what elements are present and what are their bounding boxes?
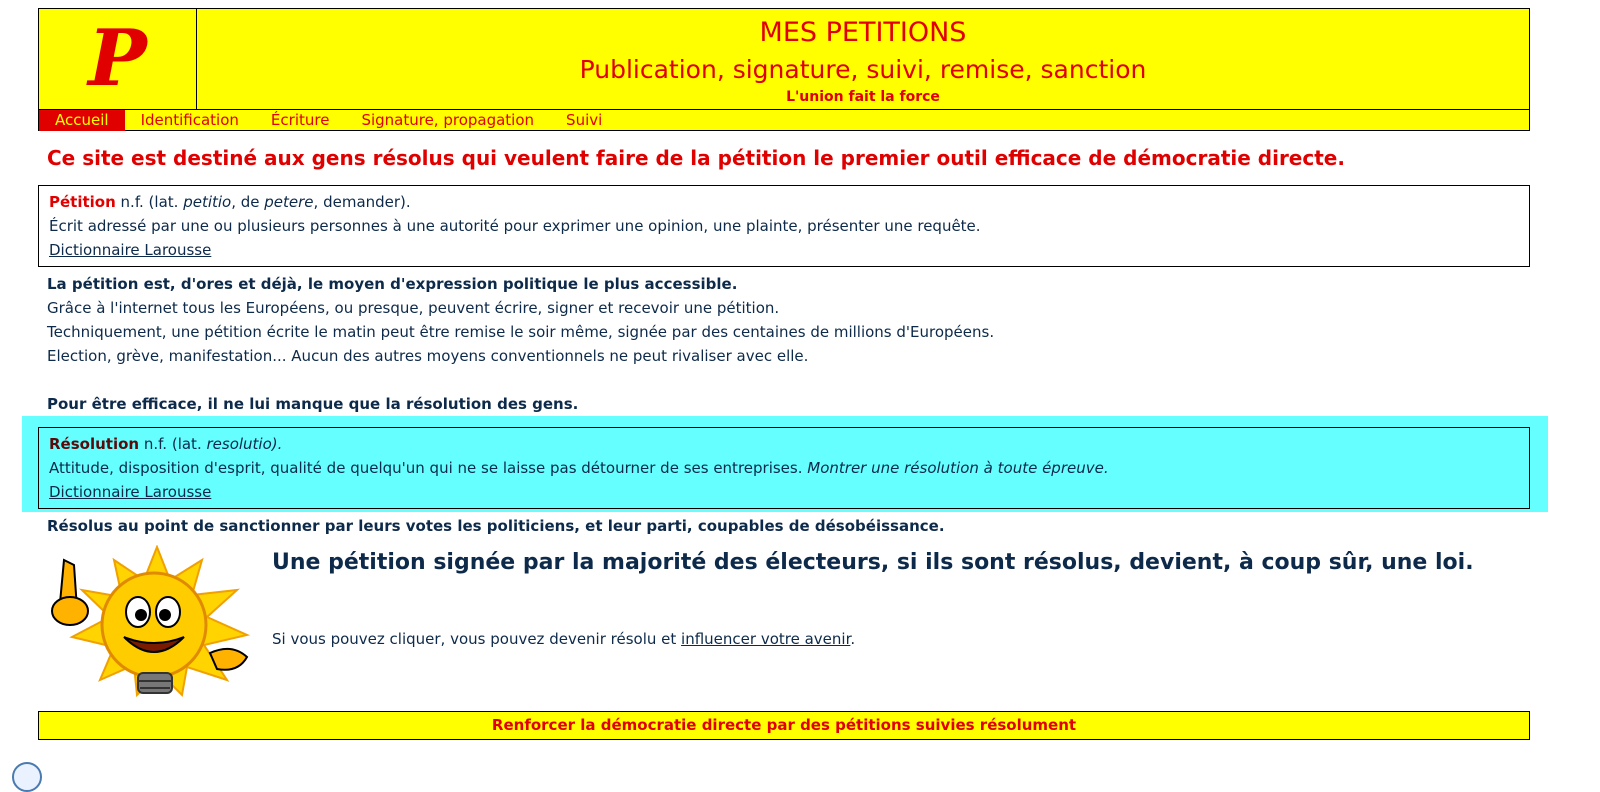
petition-definition-box	[38, 185, 1530, 267]
spacer	[47, 368, 994, 392]
petition-larousse-link[interactable]: Dictionnaire Larousse	[49, 241, 212, 259]
petition-pre1: n.f. (lat.	[115, 193, 184, 211]
nav-ecriture[interactable]: Écriture	[270, 111, 330, 129]
cta-text: Si vous pouvez cliquer, vous pouvez devenir résolu et	[272, 630, 682, 648]
section-accessibility	[47, 272, 994, 416]
resolution-example: Montrer une résolution à toute épreuve.	[807, 459, 1109, 477]
site-title: MES PETITIONS	[759, 17, 967, 48]
logo-letter: P	[88, 13, 147, 104]
section-sanction	[47, 514, 945, 538]
site-header	[38, 8, 1530, 131]
resolution-definition: Attitude, disposition d'esprit, qualité de quelqu'un qui ne se laisse pas détourner de ses entreprises.	[49, 459, 808, 477]
nav-signature-propagation[interactable]: Signature, propagation	[361, 111, 535, 129]
petition-post: , demander).	[313, 193, 411, 211]
resolution-definition-text	[49, 456, 1519, 480]
section1-line-2: Techniquement, une pétition écrite le matin peut être remise le soir même, signée par des centaines de millions d'Européens.	[47, 323, 995, 341]
section2-line: Résolus au point de sanctionner par leurs votes les politiciens, et leur parti, coupables de désobéissance.	[47, 517, 945, 535]
resolution-definition-box	[38, 427, 1530, 509]
site-subtitle: Publication, signature, suivi, remise, sanction	[579, 55, 1147, 84]
cta-link[interactable]: influencer votre avenir	[681, 630, 851, 648]
corner-circle-icon[interactable]	[12, 762, 42, 792]
resolution-larousse-link[interactable]: Dictionnaire Larousse	[49, 483, 212, 501]
resolution-definition-head	[49, 432, 1519, 456]
cta-post: .	[850, 630, 856, 648]
nav-identification[interactable]: Identification	[140, 111, 239, 129]
petition-definition-head	[49, 190, 1519, 214]
header-titles	[197, 9, 1529, 109]
main-nav	[39, 109, 1529, 132]
site-logo[interactable]	[39, 9, 197, 109]
resolution-term: Résolution	[49, 435, 140, 453]
petition-definition-text: Écrit adressé par une ou plusieurs personnes à une autorité pour exprimer une opinion, une plainte, présenter une requête.	[49, 217, 981, 235]
site-tagline: L'union fait la force	[786, 89, 940, 105]
petition-root: petere	[264, 193, 314, 211]
nav-accueil[interactable]: Accueil	[39, 110, 125, 131]
section1-heading: La pétition est, d'ores et déjà, le moyen d'expression politique le plus accessible.	[47, 275, 738, 293]
call-to-action	[272, 630, 855, 648]
petition-latin: petitio	[183, 193, 232, 211]
petition-pre2: , de	[231, 193, 265, 211]
big-statement: Une pétition signée par la majorité des électeurs, si ils sont résolus, devient, à coup sûr, une loi.	[272, 550, 1474, 575]
petition-term: Pétition	[49, 193, 116, 211]
section1-closing: Pour être efficace, il ne lui manque que la résolution des gens.	[47, 395, 579, 413]
resolution-latin: resolutio).	[206, 435, 283, 453]
resolution-pre: n.f. (lat.	[139, 435, 207, 453]
lightbulb-mascot-icon	[42, 545, 252, 700]
section1-line-3: Election, grève, manifestation... Aucun des autres moyens conventionnels ne peut rivaliser avec elle.	[47, 347, 809, 365]
intro-heading: Ce site est destiné aux gens résolus qui veulent faire de la pétition le premier outil efficace de démocratie directe.	[47, 146, 1345, 170]
nav-suivi[interactable]: Suivi	[566, 111, 603, 129]
site-footer: Renforcer la démocratie directe par des pétitions suivies résolument	[38, 711, 1530, 740]
section1-line-1: Grâce à l'internet tous les Européens, ou presque, peuvent écrire, signer et recevoir une pétition.	[47, 299, 780, 317]
